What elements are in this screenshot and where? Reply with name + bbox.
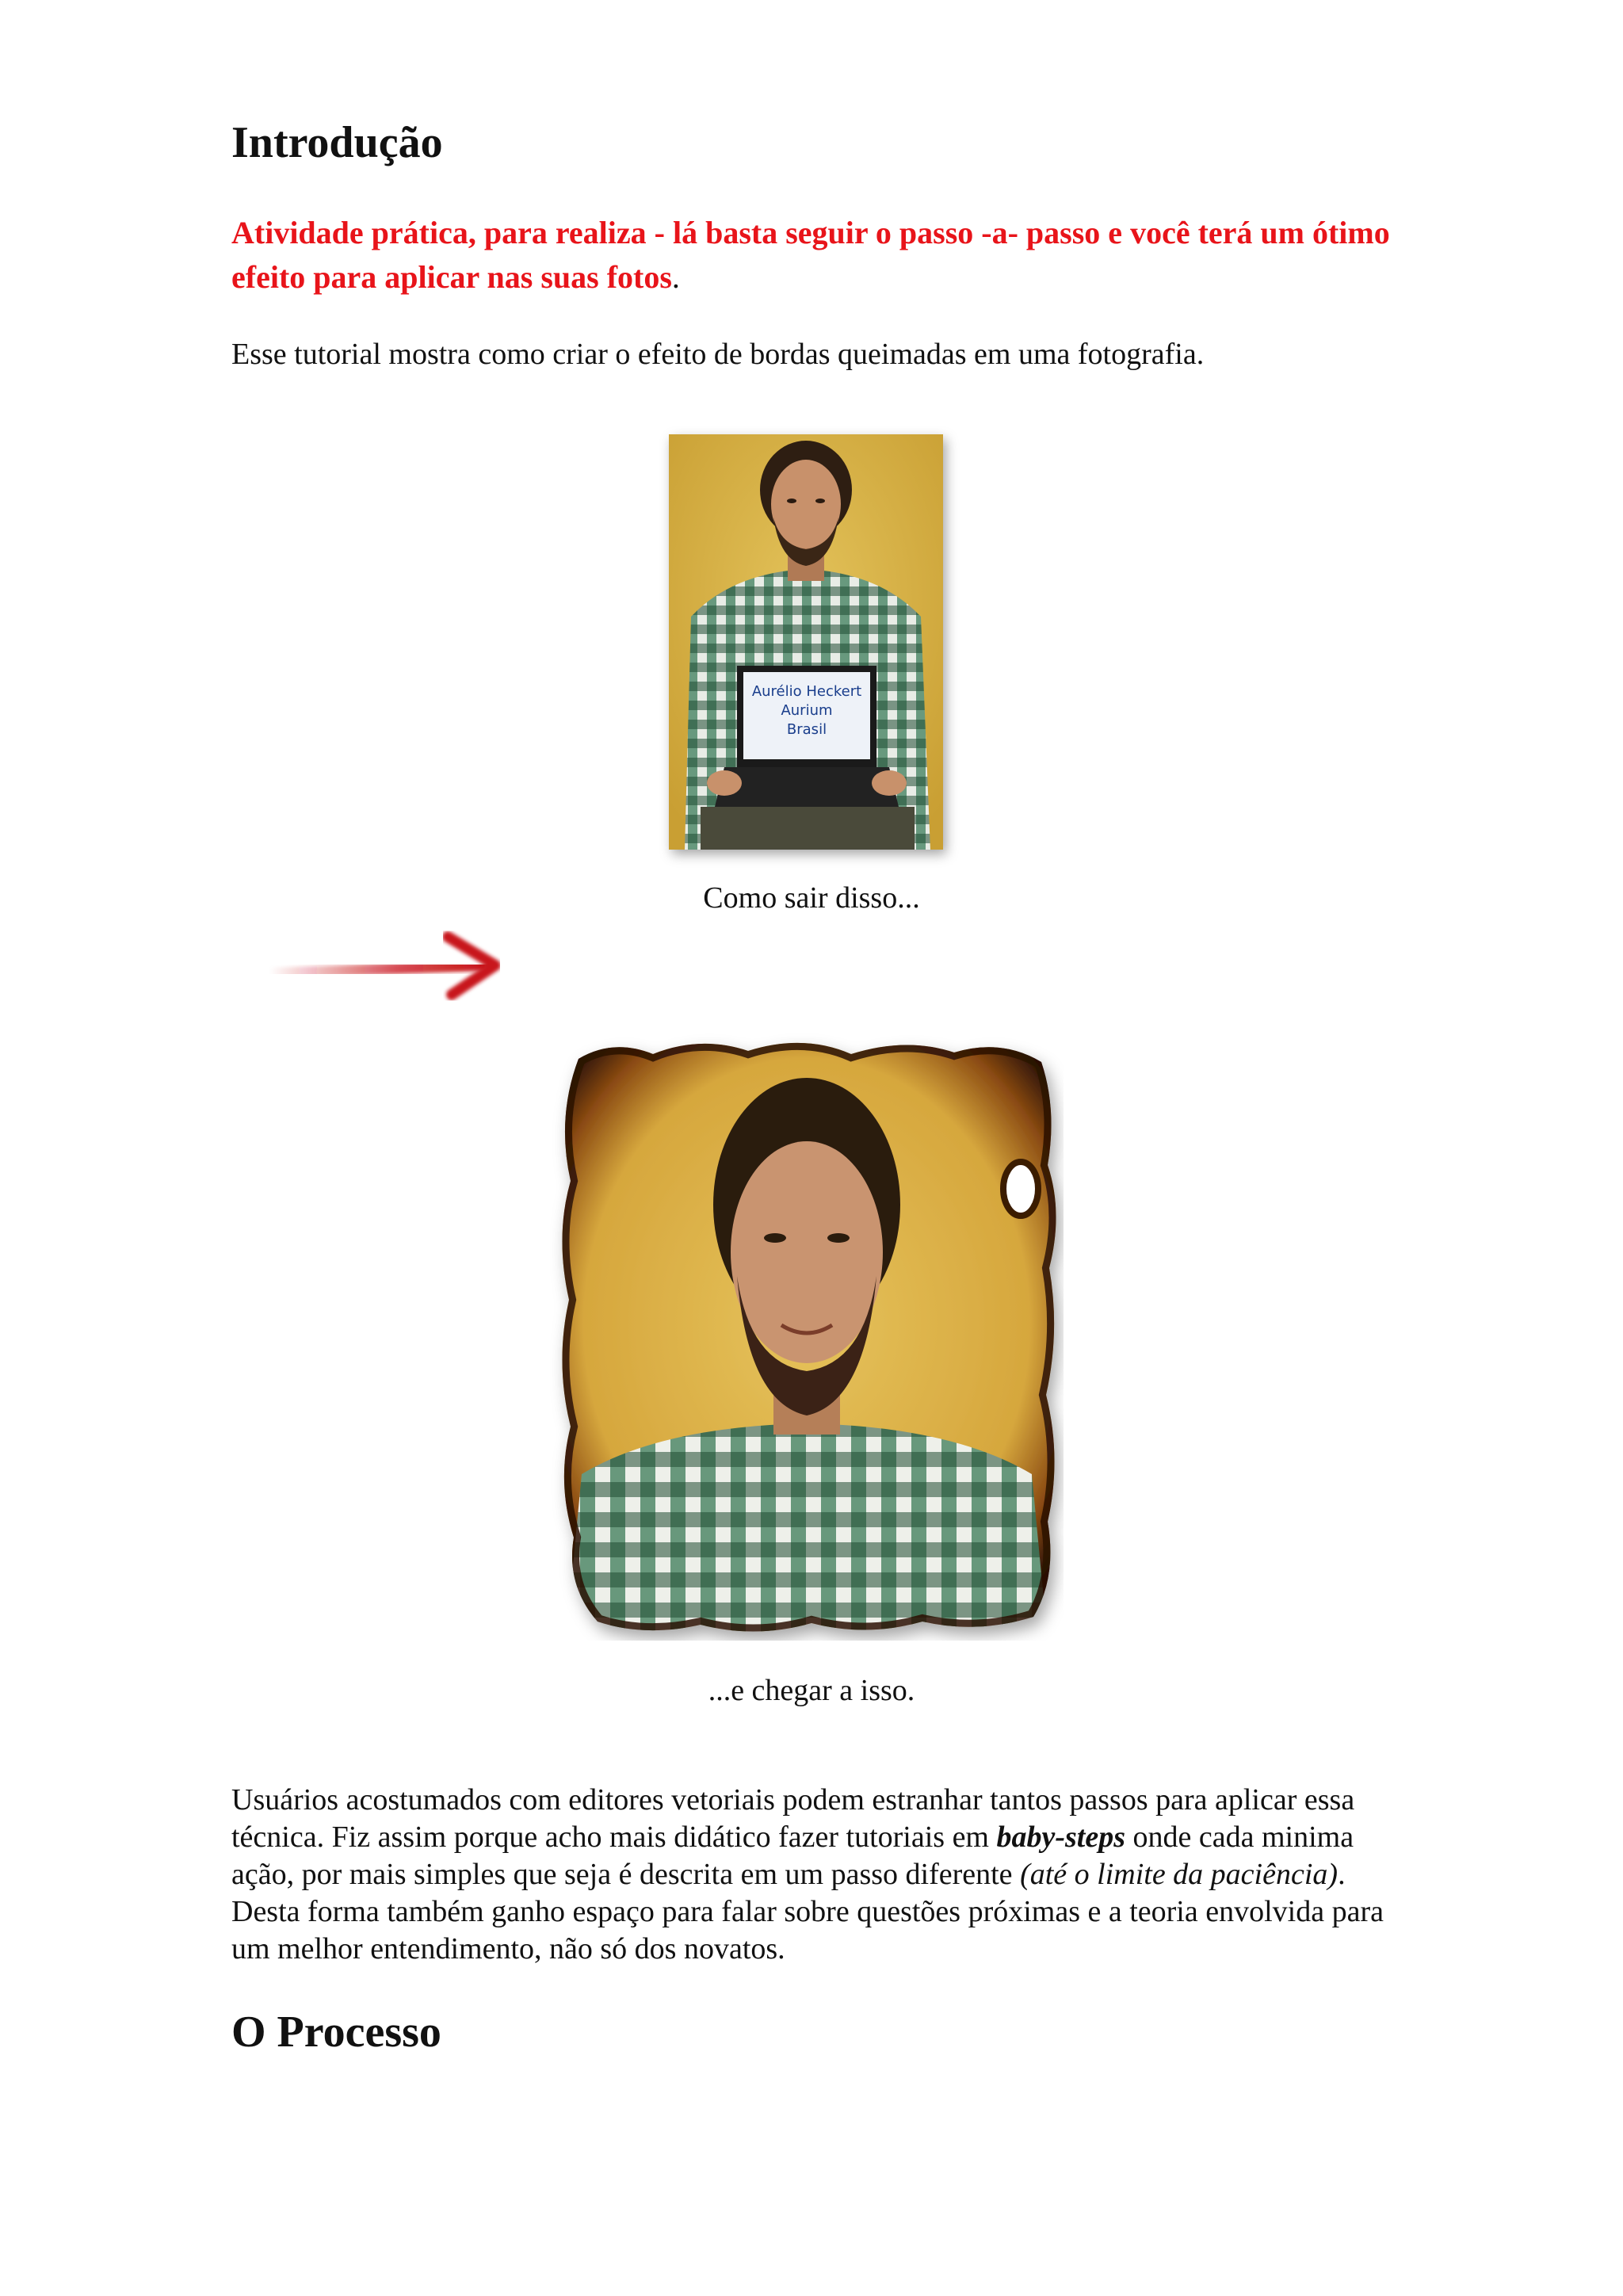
- paragraph-part-1: Usuários acostumados com editores vetoriais podem estranhar tantos passos para aplicar essa técnica. Fiz assim porque acho mais didático fazer tutoriais em: [231, 1783, 1355, 1854]
- lead-period: .: [671, 259, 680, 295]
- paragraph-italic: (até o limite da paciência): [1020, 1858, 1338, 1891]
- caption-after: ...e chegar a isso.: [708, 1674, 915, 1707]
- lead-red-text: Atividade prática, para realiza - lá basta seguir o passo -a- passo e você terá um ótimo efeito para aplicar nas suas fotos: [231, 215, 1390, 295]
- caption-before: Como sair disso...: [703, 881, 920, 915]
- paragraph-part-3: . Desta forma também ganho espaço para falar sobre questões próximas e a teoria envolvida para um melhor entendimento, não só dos novatos.: [231, 1858, 1384, 1966]
- lead-text: [231, 211, 1420, 300]
- intro-description: Esse tutorial mostra como criar o efeito de bordas queimadas em uma fotografia.: [231, 338, 1205, 371]
- paragraph-emphasis: baby-steps: [996, 1820, 1126, 1854]
- photo-after: [550, 1030, 1064, 1641]
- intro-heading: Introdução: [231, 118, 443, 167]
- red-arrow-icon: [269, 919, 507, 1014]
- paragraph-part-2: onde cada minima ação, por mais simples que seja é descrita em um passo diferente: [231, 1820, 1354, 1891]
- photo-before: [669, 434, 943, 850]
- laptop-line-1: Aurélio Heckert: [751, 683, 862, 700]
- laptop-line-2: Aurium: [781, 702, 833, 719]
- body-paragraph: [231, 1782, 1396, 1968]
- process-heading: O Processo: [231, 2008, 441, 2057]
- laptop-line-3: Brasil: [786, 721, 827, 738]
